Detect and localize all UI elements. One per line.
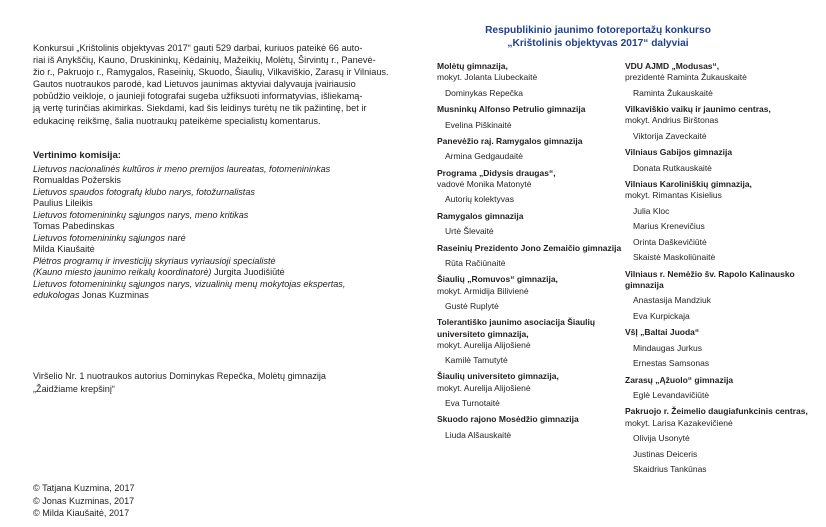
intro-line: Gautos nuotraukos parodė, kad Lietuvos jaunimas aktyviai dalyvauja įvairiausio — [33, 79, 356, 90]
school-name: Vilkaviškio vaikų ir jaunimo centras, — [625, 103, 771, 114]
participant-entry — [625, 61, 815, 99]
student-name: Marius Krenevičius — [633, 221, 705, 232]
school-name: Šiaulių universiteto gimnazija, — [437, 371, 559, 382]
jury-member — [33, 164, 413, 187]
participant-entry — [437, 414, 622, 441]
teacher-name: prezidentė Raminta Žukauskaitė — [625, 72, 747, 83]
school-name: Vilniaus Karoliniškių gimnazija, — [625, 178, 752, 189]
student-name: Evelina Piškinaitė — [445, 119, 512, 130]
teacher-name: mokyt. Rimantas Kisielius — [625, 189, 722, 200]
student-name: Skaidrius Tankūnas — [633, 464, 707, 475]
jury-name: Paulius Lileikis — [33, 198, 93, 209]
teacher-name: mokyt. Jolanta Liubeckaitė — [437, 72, 538, 83]
student-name: Dominykas Repečka — [445, 87, 523, 98]
cover-credit-line: Viršelio Nr. 1 nuotraukos autorius Dominykas Repečka, Molėtų gimnazija — [33, 371, 326, 381]
student-name: Viktorija Zaveckaitė — [633, 130, 707, 141]
jury-role-cont: (Kauno miesto jaunimo reikalų koordinatorė) — [33, 267, 212, 278]
student-name: Julia Kloc — [633, 205, 670, 216]
copyright — [33, 482, 135, 520]
intro-line: pobūdžio veikloje, o jaunieji fotografai sugeba užfiksuoti informatyvias, išliekamą- — [33, 91, 363, 102]
school-name: Tolerantiško jaunimo asociacija Šiaulių universiteto gimnazija, — [437, 317, 596, 339]
jury-role-cont: edukologas — [33, 289, 80, 300]
teacher-name: vadovė Monika Matonytė — [437, 178, 532, 189]
school-name: Panevėžio raj. Ramygalos gimnazija — [437, 135, 583, 146]
teacher-name: mokyt. Aurelija Alijošienė — [437, 339, 531, 350]
teacher-name: mokyt. Armidija Bilivienė — [437, 285, 529, 296]
student-name: Raminta Žukauskaitė — [633, 87, 713, 98]
student-name: Anastasija Mandziuk — [633, 295, 711, 306]
jury-member — [33, 279, 413, 302]
participant-entry — [437, 317, 622, 366]
student-name: Skaistė Maskoliūnaitė — [633, 252, 716, 263]
school-name: VDU AJMD „Modusas“, — [625, 61, 720, 71]
intro-line: riai iš Anykščių, Kauno, Druskininkų, Kėdainių, Mažeikių, Molėtų, Širvintų r., Panevė- — [33, 55, 376, 66]
intro-line: edukacinę reikšmę, šalia nuotraukų pateikėme specialistų komentarus. — [33, 115, 321, 126]
heading-line: Respublikinio jaunimo fotoreportažų konkurso — [485, 25, 711, 36]
student-name: Donata Rutkauskaitė — [633, 162, 712, 173]
jury-name: Milda Kiaušaitė — [33, 244, 95, 255]
copyright-line: © Tatjana Kuzmina, 2017 — [33, 483, 135, 493]
participant-entry — [625, 269, 815, 322]
school-name: Ramygalos gimnazija — [437, 210, 524, 221]
jury-title: Vertinimo komisija: — [33, 150, 121, 161]
student-name: Eva Kurpickaja — [633, 310, 690, 321]
heading-line: „Krištolinis objektyvas 2017“ dalyviai — [507, 37, 689, 49]
jury-name: Jurgita Juodišiūtė — [213, 267, 285, 278]
participant-entry — [625, 375, 815, 402]
jury-role: Lietuvos spaudos fotografų klubo narys, fotožurnalistas — [33, 186, 255, 197]
participants-column-right — [625, 61, 815, 481]
jury-role: Lietuvos fotomenininkų sąjungos narys, meno kritikas — [33, 209, 249, 220]
copyright-line: © Jonas Kuzminas, 2017 — [33, 495, 135, 506]
intro-text — [33, 42, 406, 127]
school-name: Programa „Didysis draugas“, — [437, 167, 556, 178]
cover-photo-title: „Žaidžiame krepšinį“ — [33, 383, 115, 394]
participant-entry — [437, 168, 622, 206]
school-name: Zarasų „Ąžuolo“ gimnazija — [625, 374, 734, 385]
student-name: Mindaugas Jurkus — [633, 342, 702, 353]
intro-line: ją vertę turinčias akimirkas. Siekdami, kad šis leidinys turėtų ne tik pažintinę, bet ir — [33, 103, 367, 114]
participants-column-left — [437, 61, 622, 446]
jury-role: Lietuvos fotomenininkų sąjungos narys, vizualinių menų mokytojas ekspertas, — [33, 278, 346, 289]
jury-role: Plėtros programų ir investicijų skyriaus vyriausioji specialistė — [33, 255, 276, 266]
participant-entry — [437, 371, 622, 409]
copyright-line: © Milda Kiaušaitė, 2017 — [33, 508, 130, 518]
student-name: Autorių kolektyvas — [445, 194, 514, 205]
student-name: Justinas Deiceris — [633, 448, 698, 459]
school-name: Molėtų gimnazija, — [437, 61, 508, 71]
school-name: VšĮ „Baltai Juoda“ — [625, 327, 700, 338]
jury-role-line2-with-name — [33, 290, 413, 301]
student-name: Liuda Alšauskaitė — [445, 430, 512, 441]
school-name: Raseinių Prezidento Jono Zemaičio gimnazija — [437, 242, 622, 253]
jury-name: Jonas Kuzminas — [82, 289, 149, 300]
student-name: Eva Turnotaitė — [445, 398, 500, 409]
jury-member — [33, 233, 413, 256]
school-name: Vilniaus Gabijos gimnazija — [625, 146, 733, 157]
student-name: Olivija Usonytė — [633, 433, 690, 444]
student-name: Armina Gedgaudaitė — [445, 151, 523, 162]
participant-entry — [437, 274, 622, 312]
participants-heading — [430, 25, 766, 50]
participant-entry — [437, 211, 622, 238]
participant-entry — [437, 136, 622, 163]
participant-entry — [625, 104, 815, 142]
jury-role: Lietuvos fotomenininkų sąjungos narė — [33, 232, 186, 243]
student-name: Urtė Šlevaitė — [445, 226, 494, 237]
school-name: Pakruojo r. Žeimelio daugiafunkcinis centras, — [625, 406, 808, 417]
jury-role: Lietuvos nacionalinės kultūros ir meno premijos laureatas, fotomenininkas — [33, 164, 331, 174]
jury-member — [33, 187, 413, 210]
participant-entry — [625, 179, 815, 264]
participant-entry — [437, 61, 622, 99]
jury-list — [33, 164, 413, 301]
participant-entry — [437, 243, 622, 270]
intro-line: žio r., Pakruojo r., Ramygalos, Raseinių, Skuodo, Šiaulių, Vilkaviškio, Zarasų ir Vilniaus. — [33, 67, 389, 78]
jury-name: Tomas Pabedinskas — [33, 221, 115, 232]
participant-entry — [437, 104, 622, 131]
jury-member — [33, 210, 413, 233]
school-name: Musninkų Alfonso Petrulio gimnazija — [437, 103, 586, 114]
participant-entry — [625, 406, 815, 475]
participant-entry — [625, 147, 815, 174]
student-name: Ernestas Samsonas — [633, 358, 710, 369]
student-name: Gustė Ruplytė — [445, 301, 499, 312]
school-name: Šiaulių „Romuvos“ gimnazija, — [437, 274, 558, 285]
jury-role-line2-with-name — [33, 267, 413, 278]
participant-entry — [625, 327, 815, 369]
cover-credit — [33, 370, 326, 395]
teacher-name: mokyt. Andrius Birštonas — [625, 115, 719, 126]
school-name: Skuodo rajono Mosėdžio gimnazija — [437, 414, 579, 425]
teacher-name: mokyt. Larisa Kazakevičienė — [625, 417, 733, 428]
student-name: Orinta Daškevičiūtė — [633, 236, 707, 247]
student-name: Rūta Račiūnaitė — [445, 258, 506, 269]
teacher-name: mokyt. Aurelija Alijošienė — [437, 382, 531, 393]
jury-member — [33, 256, 413, 279]
student-name: Kamilė Tamutytė — [445, 355, 508, 366]
intro-line: Konkursui „Krištolinis objektyvas 2017“ gauti 529 darbai, kuriuos pateikė 66 auto- — [33, 43, 363, 53]
student-name: Eglė Levandavičiūtė — [633, 390, 710, 401]
jury-name: Romualdas Požerskis — [33, 175, 121, 186]
school-name: Vilniaus r. Nemėžio šv. Rapolo Kalinausko gimnazija — [625, 268, 795, 290]
